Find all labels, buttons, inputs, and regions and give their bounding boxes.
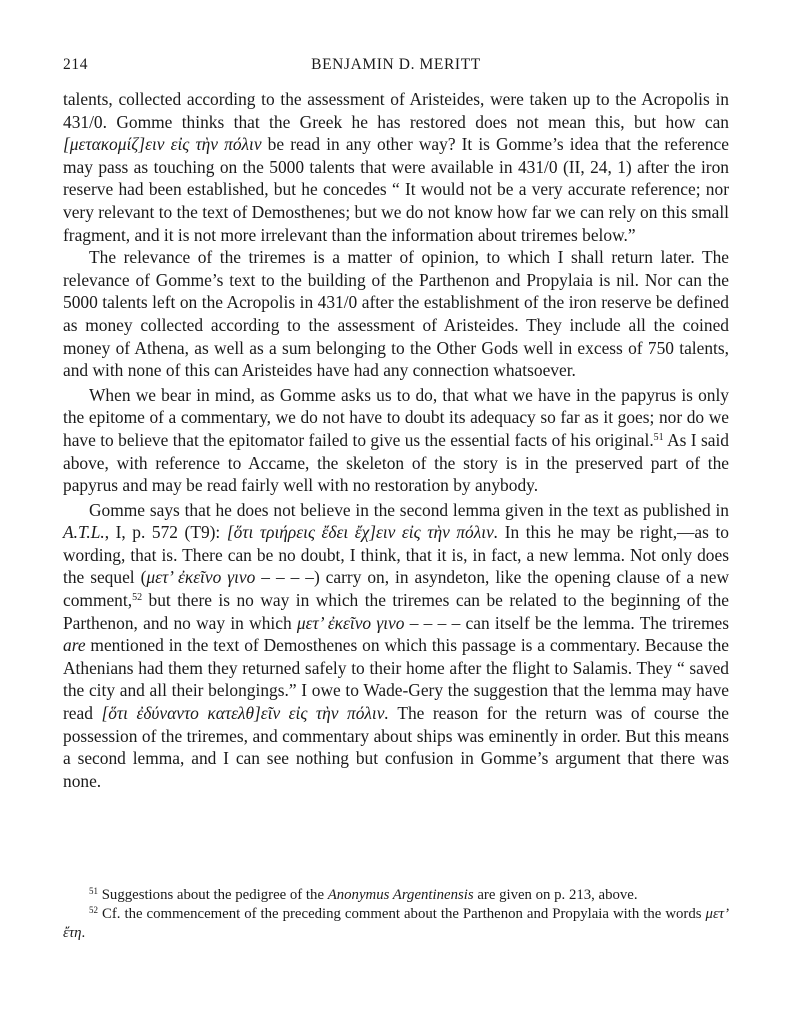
- text-run: Cf. the commencement of the preceding comment about the Parthenon and Propylaia with the words: [98, 906, 706, 922]
- body-text: [63, 88, 729, 792]
- footnote-ref-52[interactable]: 52: [132, 592, 143, 604]
- italic-citation: A.T.L.: [63, 522, 105, 543]
- text-run: In this he may be right,—as to wording, that is. There can be no doubt, I think, that it is, in fact, a new lemma. Not only does the sequel (: [63, 522, 729, 588]
- page-header: [63, 56, 729, 80]
- greek-phrase: [ὅτι ἐδύναντο κατελθ]εῖν εἰς τὴν πόλιν.: [101, 703, 389, 724]
- footnote-number: 51: [89, 886, 98, 896]
- text-run: , I, p. 572 (T9):: [104, 522, 227, 543]
- text-run: talents, collected according to the assessment of Aristeides, were taken up to the Acropolis in 431/0. Gomme thinks that the Greek he has restored does not mean this, but how can: [63, 89, 729, 132]
- text-run: Suggestions about the pedigree of the: [98, 887, 328, 903]
- footnotes: [63, 886, 729, 943]
- greek-phrase: [μετακομίζ]ειν εἰς τὴν πόλιν: [63, 134, 262, 155]
- text-run: – – – – can itself be the lemma. The triremes: [404, 612, 729, 633]
- text-run: When we bear in mind, as Gomme asks us to do, that what we have in the papyrus is only the epitome of a commentary, we do not have to doubt its adequacy so far as it goes; nor do we have to believe that the epitomator failed to give us the essential facts of his original.: [63, 384, 729, 450]
- paragraph-2: The relevance of the triremes is a matter of opinion, to which I shall return later. The relevance of Gomme’s text to the building of the Parthenon and Propylaia is nil. Nor can the 5000 talents left on the Acropolis in 431/0 after the establishment of the iron reserve be defined as money collected according to the assessment of Aristeides. They include all the coined money of Athena, as well as a sum belonging to the Other Gods well in excess of 750 talents, and with none of this can Aristeides have had any connection whatsoever.: [63, 247, 729, 381]
- page-number: 214: [63, 56, 89, 73]
- italic-title: Anonymus Argentinensis: [327, 887, 474, 903]
- footnote-ref-51[interactable]: 51: [653, 431, 664, 443]
- footnote-52: [63, 905, 729, 943]
- text-run: As I said above, with reference to Accame, the skeleton of the story is in the preserved part of the papyrus and may be read fairly well with no restoration by anybody.: [63, 429, 729, 496]
- text-run: Gomme says that he does not believe in the second lemma given in the text as published in: [89, 499, 729, 520]
- text-run: but there is no way in which the triremes can be related to the beginning of the Parthenon, and no way in which: [63, 590, 729, 633]
- text-run: ) carry on, in asyndeton, like the opening clause of a new comment,: [63, 567, 730, 611]
- running-title: BENJAMIN D. MERITT: [311, 56, 481, 73]
- text-run: mentioned in the text of Demosthenes on which this passage is a commentary. Because the Athenians had them they returned safely to their home after the flight to Salamis. They “ saved the city and all their belongings.” I owe to Wade-Gery the suggestion that the lemma may have read: [63, 635, 729, 724]
- footnote-51: [63, 886, 729, 905]
- text-run: are given on p. 213, above.: [473, 887, 638, 903]
- paragraph-3: [63, 384, 729, 497]
- greek-phrase: μετ’ ἐκεῖνο γινο: [296, 612, 405, 633]
- italic-emphasis: are: [63, 635, 86, 656]
- greek-phrase: μετ’ ἐκεῖνο γινο – – – –: [146, 567, 314, 588]
- greek-phrase: μετ’ ἔτη: [63, 906, 729, 941]
- paragraph-4: [63, 499, 729, 793]
- footnote-number: 52: [89, 905, 98, 915]
- text-run: .: [81, 925, 86, 941]
- greek-phrase: [ὅτι τριήρεις ἔδει ἔχ]ειν εἰς τὴν πόλιν.: [226, 522, 499, 543]
- paragraph-1: [63, 88, 729, 246]
- text-run: be read in any other way? It is Gomme’s idea that the reference may pass as touching on the 5000 talents that were available in 431/0 (II, 24, 1) after the iron reserve had been established, but he concedes “ It would not be a very accurate reference; nor very relevant to the text of Demosthenes; but we do not know how far we can rely on this small fragment, and it is not more irrelevant than the information about triremes below.”: [63, 134, 729, 245]
- text-run: The reason for the return was of course the possession of the triremes, and commentary about ships was eminently in order. But this means a second lemma, and I can see nothing but confusion in Gomme’s argument that there was none.: [63, 703, 729, 791]
